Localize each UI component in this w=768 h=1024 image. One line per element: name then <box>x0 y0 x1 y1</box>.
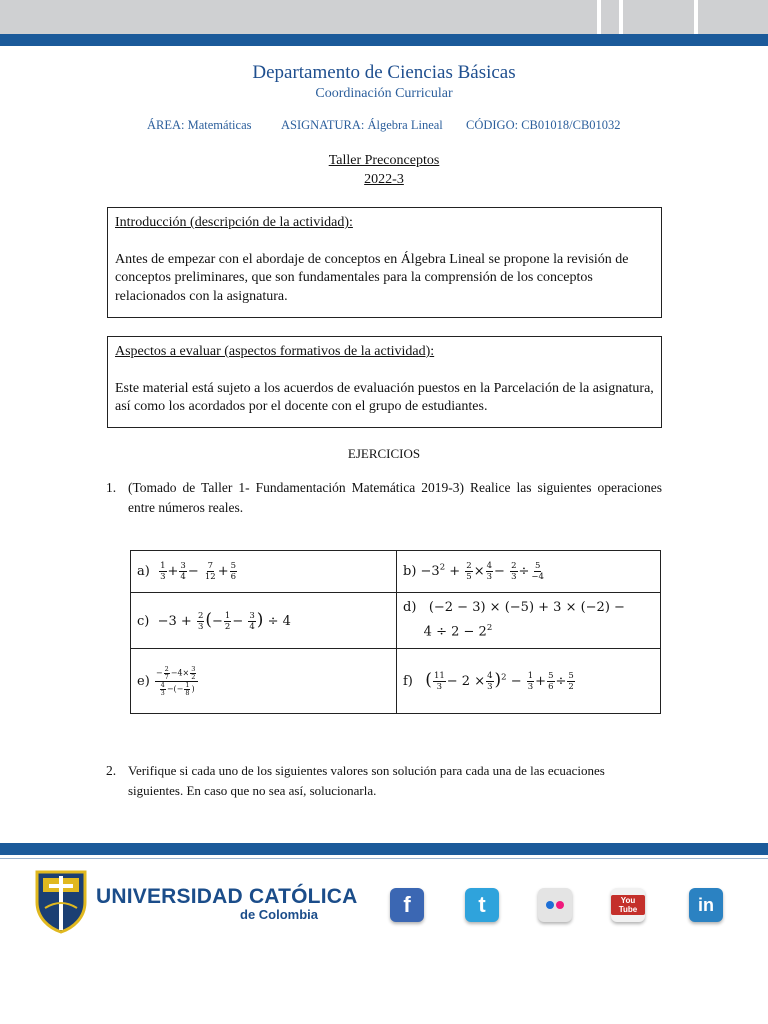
department-title: Departamento de Ciencias Básicas <box>252 62 516 83</box>
area-label: ÁREA: Matemáticas <box>147 118 252 132</box>
operations-table <box>130 550 661 714</box>
operation-label: d) <box>403 600 417 616</box>
footer-bar <box>0 843 768 855</box>
code-label: CÓDIGO: CB01018/CB01032 <box>466 118 621 132</box>
intro-body: Antes de empezar con el abordaje de conceptos en Álgebra Lineal se propone la revisión de conceptos preliminares, que son fundamentales para la comprensión de los conceptos relacionados con la asignatura. <box>115 251 629 304</box>
twitter-icon[interactable] <box>465 888 499 922</box>
operation-f: f) ( $\frac{11}{3}$ − 2 × $\frac{4}{3}$ )$^2$ − $\frac{1}{3}$ + $\frac{5}{6}$ ÷ $\frac{5}{2}$ <box>397 649 661 714</box>
operation-b: $b) -3^2$ + $\frac{2}{5}$ × $\frac{4}{3}$ − $\frac{2}{3}$ ÷ $\frac{5}{-4}$ <box>397 551 661 593</box>
operation-d: d) (−2 − 3) × (−5) + 3 × (−2) − $4 \div 2 - 2^2$ <box>397 593 661 649</box>
document-period: 2022-3 <box>364 172 404 187</box>
linkedin-glyph: in <box>698 894 714 915</box>
question-text: Verifique si cada uno de los siguientes valores son solución para cada una de las ecuaciones siguientes. En caso que no sea así, solucionarla. <box>128 763 605 798</box>
evaluation-body: Este material está sujeto a los acuerdos de evaluación puestos en la Parcelación de la asignatura, así como los acordados por el docente con el grupo de estudiantes. <box>115 380 654 414</box>
linkedin-icon[interactable] <box>689 888 723 922</box>
question-2 <box>106 761 662 805</box>
intro-title: Introducción (descripción de la actividad): <box>115 215 353 230</box>
document-title: Taller Preconceptos <box>328 153 440 168</box>
operation-label: e) <box>137 673 150 689</box>
university-name-part2: CATÓLICA <box>248 885 358 908</box>
flickr-dot-pink <box>556 901 564 909</box>
operation-label: c) <box>137 613 150 629</box>
youtube-icon[interactable] <box>611 888 645 922</box>
facebook-glyph: f <box>403 892 411 917</box>
twitter-glyph: t <box>478 892 486 917</box>
university-name-part1: UNIVERSIDAD <box>96 885 243 908</box>
operation-e: e) − $\frac{2}{7}$ −4× $\frac{3}{2}$ $\frac{4}{3}$ −(− $\frac{1}{8}$ ) <box>131 649 397 714</box>
university-country: de Colombia <box>240 907 319 922</box>
footer-divider <box>0 858 768 859</box>
exercises-heading: EJERCICIOS <box>347 446 421 461</box>
top-banner <box>0 0 768 34</box>
question-text: (Tomado de Taller 1- Fundamentación Matemática 2019-3) Realice las siguientes operaciones entre números reales. <box>128 480 662 515</box>
operation-d-line2: 4 ÷ 2 − 2 <box>423 624 487 640</box>
evaluation-title: Aspectos a evaluar (aspectos formativos de la actividad): <box>115 344 435 359</box>
youtube-glyph: You Tube <box>611 895 645 915</box>
operation-d-line1: (−2 − 3) × (−5) + 3 × (−2) − <box>428 600 625 616</box>
operation-label: b) <box>403 564 417 579</box>
flickr-icon[interactable] <box>538 888 572 922</box>
university-shield-logo <box>35 868 87 934</box>
coordination-subtitle: Coordinación Curricular <box>315 86 453 101</box>
intro-box <box>107 207 662 318</box>
subject-label: ASIGNATURA: Álgebra Lineal <box>281 118 443 132</box>
operation-label: f) <box>403 674 413 689</box>
evaluation-box <box>107 336 662 428</box>
operation-a: a) $\frac{1}{3}$ + $\frac{3}{4}$ − $\frac{7}{12}$ + $\frac{5}{6}$ <box>131 551 397 593</box>
operation-c: c) −3 + $\frac{2}{3}$ (− $\frac{1}{2}$ − $\frac{3}{4}$ ) ÷ 4 <box>131 593 397 649</box>
question-number: 1. <box>106 480 117 495</box>
facebook-icon[interactable] <box>390 888 424 922</box>
flickr-dot-blue <box>546 901 554 909</box>
top-blue-bar <box>0 34 768 46</box>
operation-label: a) <box>137 564 150 579</box>
question-1 <box>106 478 662 522</box>
university-name <box>96 885 357 909</box>
question-number: 2. <box>106 763 117 778</box>
